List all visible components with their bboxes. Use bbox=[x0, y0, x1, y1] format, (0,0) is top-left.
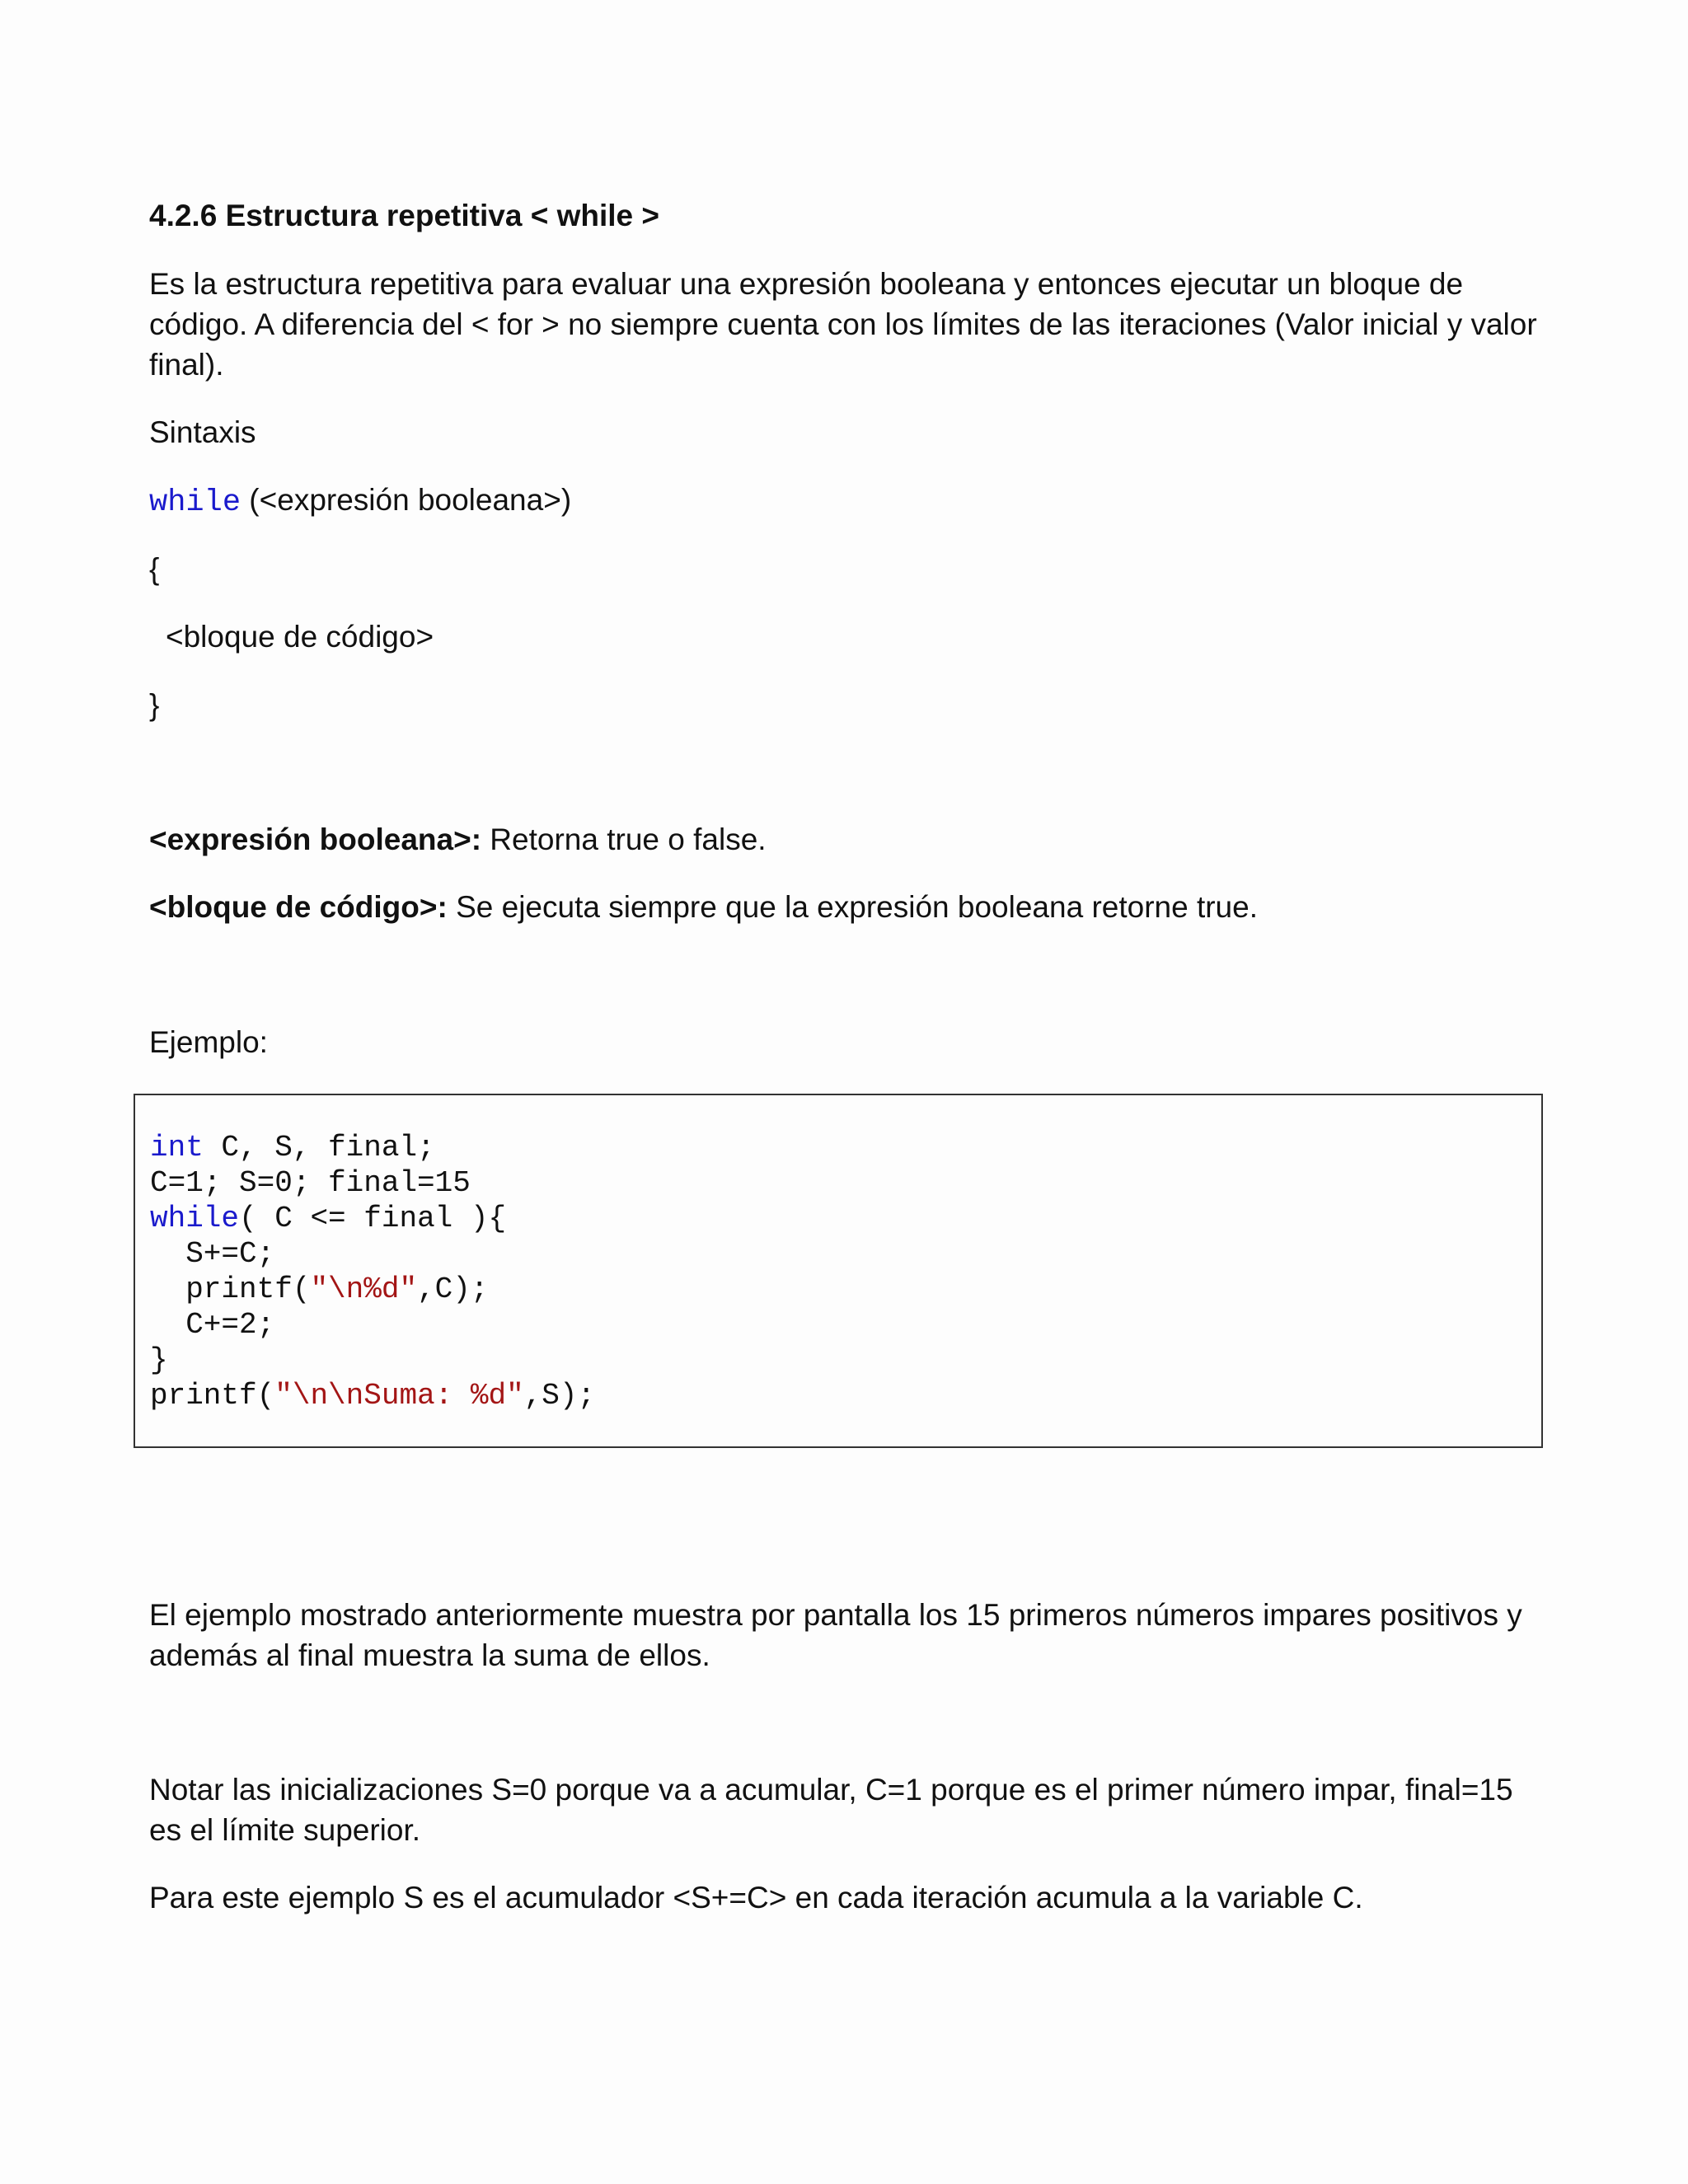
code-keyword: while bbox=[150, 1202, 240, 1235]
code-text: printf( bbox=[150, 1272, 311, 1306]
code-text: C+=2; bbox=[150, 1308, 275, 1342]
intro-line-2: código. A diferencia del < for > no siempre cuenta con los límites de las iteraciones (Valor inicial y valor bbox=[149, 307, 1537, 341]
explanation-paragraph bbox=[149, 1595, 1550, 1675]
code-string: "\n\nSuma: %d" bbox=[274, 1379, 524, 1413]
code-block bbox=[150, 1130, 595, 1413]
note-paragraph bbox=[149, 1769, 1550, 1850]
code-text: printf( bbox=[150, 1379, 275, 1413]
syntax-condition: (<expresión booleana>) bbox=[241, 483, 572, 517]
example-label: Ejemplo: bbox=[149, 1025, 268, 1059]
syntax-body: <bloque de código> bbox=[166, 620, 434, 654]
code-string: "\n%d" bbox=[310, 1272, 418, 1306]
code-text: C=1; S=0; final=15 bbox=[150, 1166, 471, 1200]
definition-text: Retorna true o false. bbox=[481, 823, 767, 856]
definition-block bbox=[149, 887, 1550, 927]
code-text: ,C); bbox=[417, 1272, 489, 1306]
note-line-2: es el límite superior. bbox=[149, 1813, 421, 1847]
definition-term: <expresión booleana>: bbox=[149, 823, 482, 856]
syntax-keyword: while bbox=[149, 485, 241, 520]
syntax-label: Sintaxis bbox=[149, 415, 256, 449]
code-text: ( C <= final ){ bbox=[239, 1202, 507, 1235]
definition-text: Se ejecuta siempre que la expresión booleana retorne true. bbox=[447, 890, 1258, 924]
intro-paragraph bbox=[149, 264, 1550, 385]
syntax-close-brace: } bbox=[149, 688, 160, 722]
code-text: S+=C; bbox=[150, 1237, 275, 1271]
intro-line-3: final). bbox=[149, 348, 224, 382]
code-text: C, S, final; bbox=[203, 1131, 435, 1165]
section-heading: 4.2.6 Estructura repetitiva < while > bbox=[149, 199, 659, 232]
code-text: ,S); bbox=[523, 1379, 596, 1413]
code-example-box bbox=[134, 1094, 1543, 1448]
intro-line-1: Es la estructura repetitiva para evaluar una expresión booleana y entonces ejecutar un bloque de bbox=[149, 267, 1464, 301]
explanation-line-1: El ejemplo mostrado anteriormente muestra por pantalla los 15 primeros números impares positivos y bbox=[149, 1598, 1522, 1632]
definition-term: <bloque de código>: bbox=[149, 890, 448, 924]
note-line-1: Notar las inicializaciones S=0 porque va a acumular, C=1 porque es el primer número impar, final=15 bbox=[149, 1773, 1513, 1807]
code-text: } bbox=[150, 1343, 168, 1377]
definition-boolean bbox=[149, 819, 1550, 860]
code-keyword: int bbox=[150, 1131, 204, 1165]
closing-paragraph: Para este ejemplo S es el acumulador <S+=C> en cada iteración acumula a la variable C. bbox=[149, 1881, 1363, 1915]
syntax-open-brace: { bbox=[149, 552, 160, 586]
explanation-line-2: además al final muestra la suma de ellos. bbox=[149, 1638, 710, 1672]
syntax-while-line bbox=[149, 480, 1550, 523]
